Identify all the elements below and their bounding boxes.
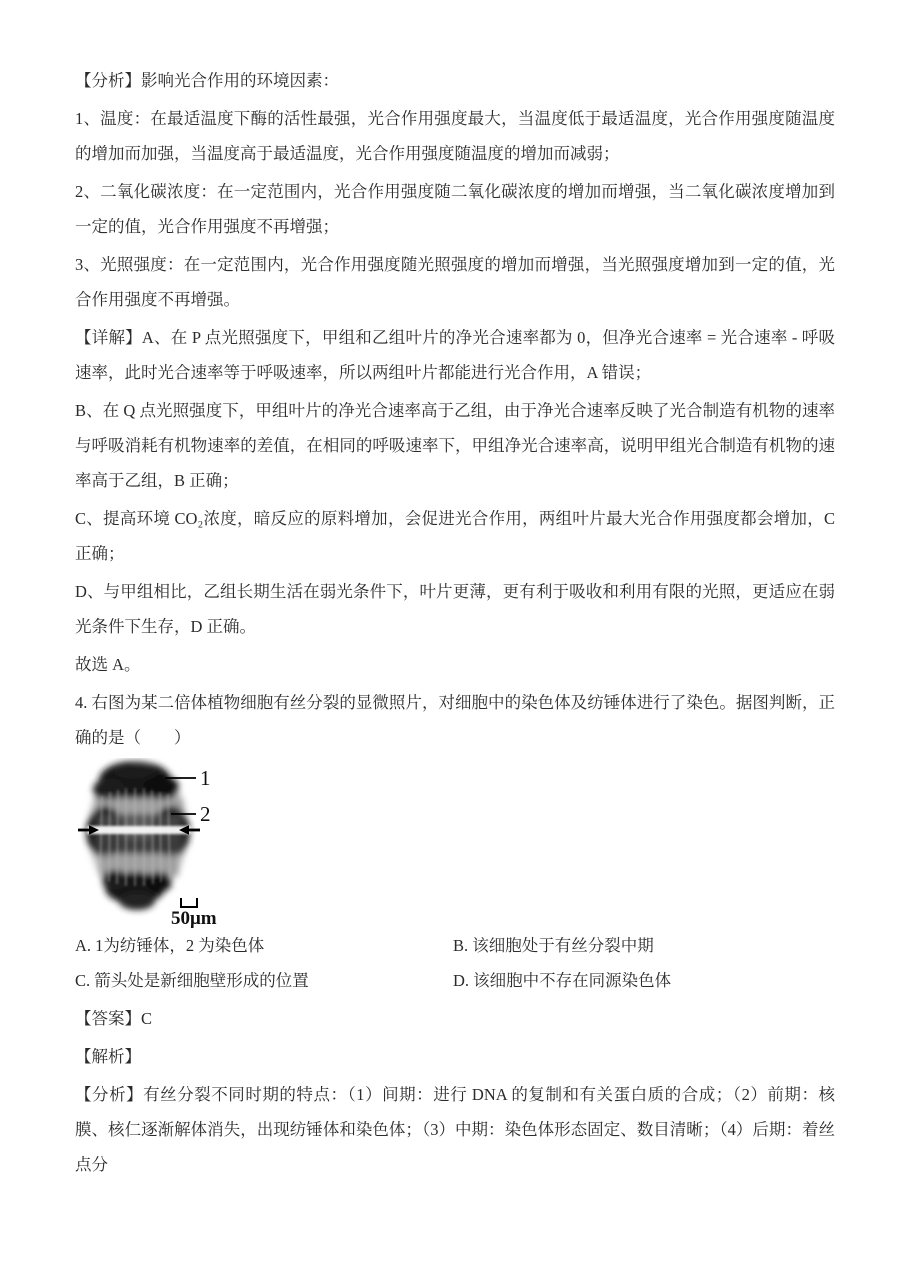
figure-label-1: 1 bbox=[200, 766, 211, 790]
factor-co2-paragraph: 2、二氧化碳浓度：在一定范围内，光合作用强度随二氧化碳浓度的增加而增强，当二氧化碳浓度增加到一定的值，光合作用强度不再增强； bbox=[75, 182, 835, 236]
question-4-analysis-paragraph: 【分析】有丝分裂不同时期的特点：（1）间期：进行 DNA 的复制和有关蛋白质的合成；（2）前期：核膜、核仁逐渐解体消失，出现纺锤体和染色体；（3）中期：染色体形态固定、数目清晰；（4）后期：着丝点分 bbox=[75, 1085, 835, 1174]
option-b: B. 该细胞处于有丝分裂中期 bbox=[453, 936, 654, 955]
option-d: D. 该细胞中不存在同源染色体 bbox=[453, 971, 672, 990]
detail-option-b-paragraph: B、在 Q 点光照强度下，甲组叶片的净光合速率高于乙组，由于净光合速率反映了光合制造有机物的速率与呼吸消耗有机物速率的差值，在相同的呼吸速率下，甲组净光合速率高，说明甲组光合制造有机物的速率高于乙组，B 正确； bbox=[75, 401, 835, 490]
detail-option-a-paragraph: 【详解】A、在 P 点光照强度下，甲组和乙组叶片的净光合速率都为 0，但净光合速率 = 光合速率 - 呼吸速率，此时光合速率等于呼吸速率，所以两组叶片都能进行光合作用，A 错误； bbox=[75, 328, 835, 382]
cell-plate-stripe bbox=[87, 826, 191, 834]
factor-light-paragraph: 3、光照强度：在一定范围内，光合作用强度随光照强度的增加而增强，当光照强度增加到一定的值，光合作用强度不再增强。 bbox=[75, 255, 835, 309]
scale-bar-icon bbox=[181, 898, 197, 907]
explanation-label: 【解析】 bbox=[75, 1047, 141, 1066]
option-a: A. 1为纺锤体，2 为染色体 bbox=[75, 936, 265, 955]
detail-option-c-paragraph: C、提高环境 CO₂浓度，暗反应的原料增加，会促进光合作用，两组叶片最大光合作用强度都会增加，C 正确； bbox=[75, 509, 835, 563]
answer-line: 【答案】C bbox=[75, 1009, 153, 1028]
detail-option-d-paragraph: D、与甲组相比，乙组长期生活在弱光条件下，叶片更薄，更有利于吸收和利用有限的光照，更适应在弱光条件下生存，D 正确。 bbox=[75, 582, 835, 636]
micrograph-svg bbox=[75, 758, 335, 928]
scale-bar-text: 50μm bbox=[171, 908, 217, 928]
mitosis-micrograph-figure bbox=[75, 758, 835, 928]
cell-photo bbox=[86, 760, 191, 910]
question-4-options bbox=[75, 928, 835, 998]
conclusion-paragraph: 故选 A。 bbox=[75, 655, 141, 674]
factor-temperature-paragraph: 1、温度：在最适温度下酶的活性最强，光合作用强度最大，当温度低于最适温度，光合作用强度随温度的增加而加强，当温度高于最适温度，光合作用强度随温度的增加而减弱； bbox=[75, 109, 835, 163]
question-4-stem-paragraph: 4. 右图为某二倍体植物细胞有丝分裂的显微照片，对细胞中的染色体及纺锤体进行了染色。据图判断，正确的是（ ） bbox=[75, 693, 835, 747]
analysis-header-paragraph: 【分析】影响光合作用的环境因素： bbox=[75, 71, 339, 90]
figure-label-2: 2 bbox=[200, 802, 211, 826]
option-c: C. 箭头处是新细胞壁形成的位置 bbox=[75, 971, 309, 990]
